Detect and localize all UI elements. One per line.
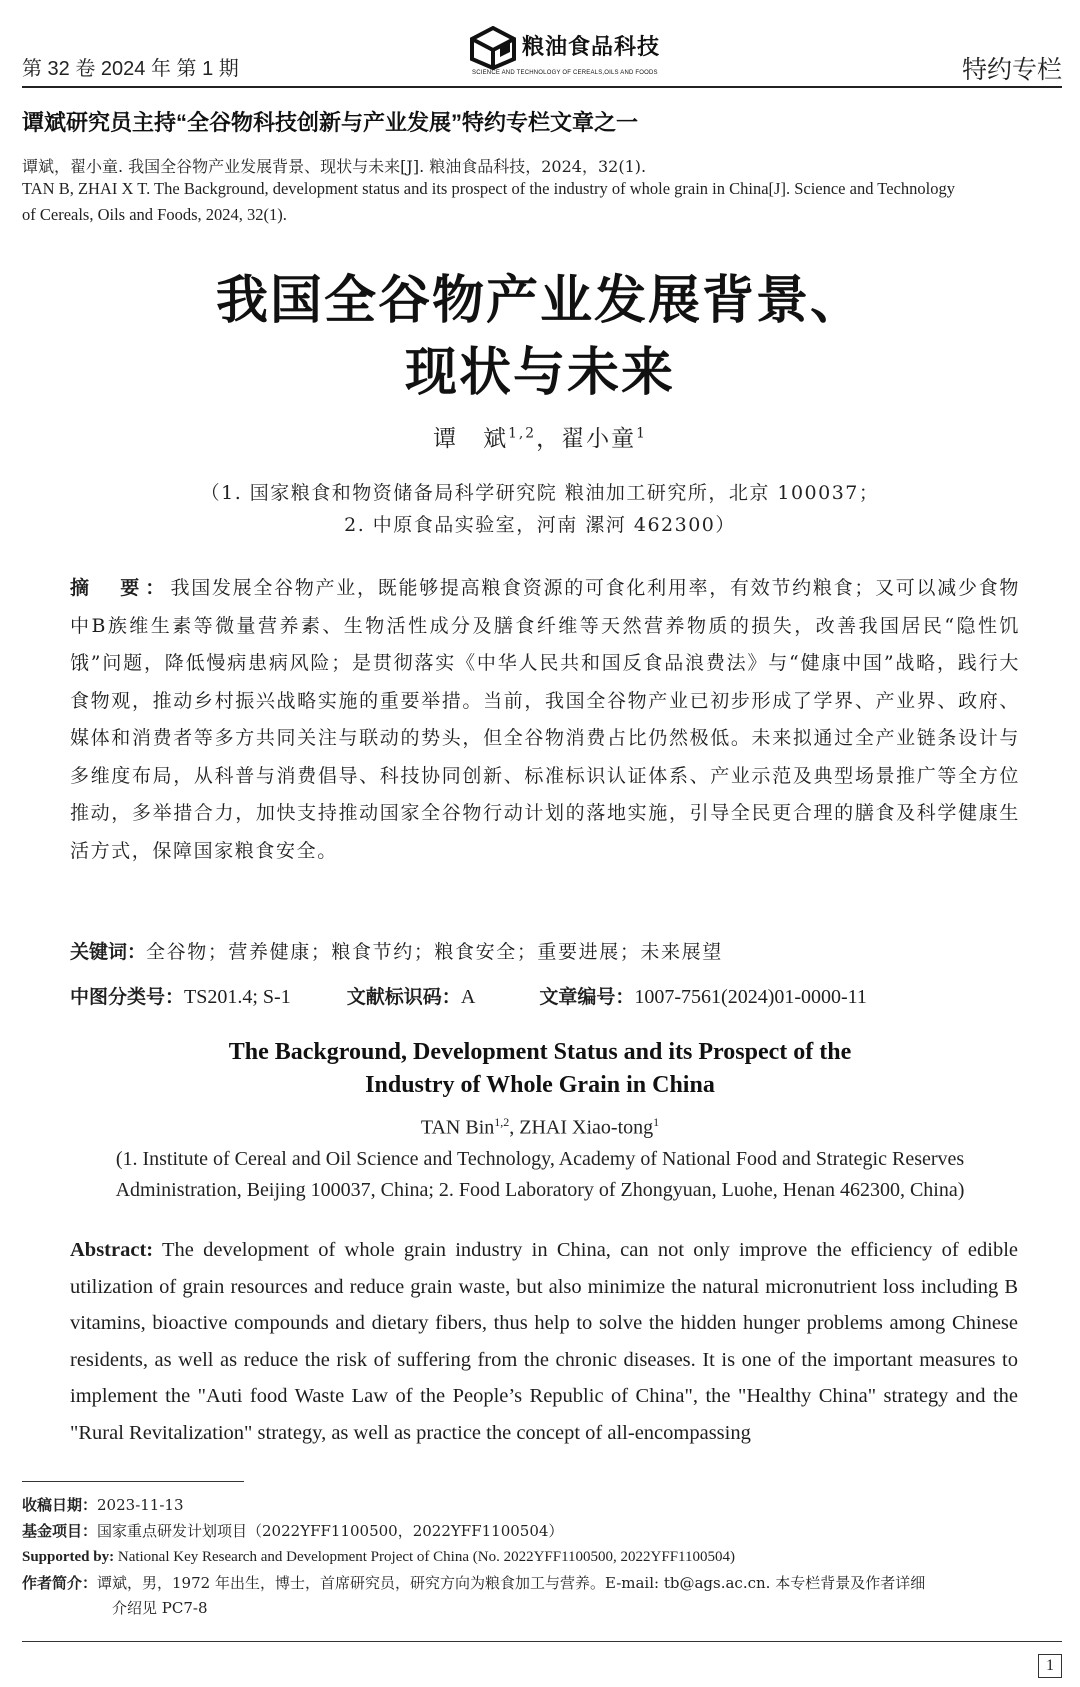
header-divider (22, 86, 1062, 88)
author-en-2-affil: 1 (653, 1115, 660, 1129)
page-number: 1 (1038, 1654, 1062, 1678)
footnote-divider (22, 1481, 244, 1482)
support-label: Supported by: (22, 1549, 115, 1565)
abstract-cn-label: 摘 要： (70, 578, 171, 599)
cube-logo-icon (470, 26, 516, 70)
received-value: 2023-11-13 (97, 1496, 184, 1514)
journal-logo-subtitle: SCIENCE AND TECHNOLOGY OF CEREALS,OILS AND FOODS (472, 70, 658, 76)
keywords-cn (70, 937, 723, 964)
keywords-cn-label: 关键词： (70, 942, 147, 963)
author-cn-2-affil: 1 (636, 425, 647, 442)
author-bio-line1: 谭斌，男，1972 年出生，博士，首席研究员，研究方向为粮食加工与营养。E-mail: tb@ags.ac.cn. 本专栏背景及作者详细 (97, 1574, 926, 1592)
author-en-2: ZHAI Xiao-tong (519, 1116, 654, 1139)
abstract-cn (70, 570, 1020, 870)
author-cn-2: 翟小童 (561, 426, 637, 452)
journal-logo (470, 24, 680, 84)
footer-divider (22, 1641, 1062, 1642)
citation-en-line1: TAN B, ZHAI X T. The Background, development status and its prospect of the industry of whole grain in China[J]. Science and Technology (22, 179, 955, 198)
affiliation-en-line1: (1. Institute of Cereal and Oil Science and Technology, Academy of National Food and Strategic Reserves (115, 1148, 965, 1170)
abstract-cn-text: 我国发展全谷物产业，既能够提高粮食资源的可食化利用率，有效节约粮食；又可以减少食物中B族维生素等微量营养素、生物活性成分及膳食纤维等天然营养物质的损失，改善我国居民“隐性饥饿”问题，降低慢病患病风险；是贯彻落实《中华人民共和国反食品浪费法》与“健康中国”战略，践行大食物观，推动乡村振兴战略实施的重要举措。当前，我国全谷物产业已初步形成了学界、产业界、政府、媒体和消费者等多方共同关注与联动的势头，但全谷物消费占比仍然极低。未来拟通过全产业链条设计与多维度布局，从科普与消费倡导、科技协同创新、标准标识认证体系、产业示范及典型场景推广等全方位推动，多举措合力，加快支持推动国家全谷物行动计划的落地实施，引导全民更合理的膳食及科学健康生活方式，保障国家粮食安全。 (70, 577, 1020, 862)
author-en-1-affil: 1,2 (494, 1115, 510, 1129)
abstract-en-label: Abstract: (70, 1239, 154, 1261)
clc-value: TS201.4; S-1 (184, 986, 291, 1008)
journal-logo-name: 粮油食品科技 (522, 34, 661, 59)
affiliation-en-line2: Administration, Beijing 100037, China; 2. Food Laboratory of Zhongyuan, Luohe, Henan 462300, China) (115, 1179, 965, 1201)
column-label: 特约专栏 (961, 56, 1062, 84)
affiliation-cn-line1: （1. 国家粮食和物资储备局科学研究院 粮油加工研究所，北京 100037； (200, 482, 880, 504)
abstract-en-text: The development of whole grain industry in China, can not only improve the efficiency of edible utilization of grain resources and reduce grain waste, but also minimize the natural micronutrient loss including B vitamins, bioactive compounds and dietary fibers, thus help to solve the hidden hunger problems among Chinese residents, as well as reduce the risk of suffering from the chronic diseases. It is one of the important measures to implement the "Auti food Waste Law of the People’s Republic of China", the "Healthy China" strategy and the "Rural Revitalization" strategy, as well as practice the concept of all-encompassing (70, 1239, 1018, 1444)
author-en-1: TAN Bin (420, 1116, 495, 1139)
affiliation-cn-line2: 2. 中原食品实验室，河南 漯河 462300） (344, 514, 736, 536)
fund-label: 基金项目： (22, 1523, 98, 1540)
series-title: 谭斌研究员主持“全谷物科技创新与产业发展”特约专栏文章之一 (22, 110, 639, 135)
title-cn-line1: 我国全谷物产业发展背景、 (215, 270, 864, 331)
issue-info: 第 32 卷 2024 年 第 1 期 (22, 58, 239, 80)
clc-label: 中图分类号： (70, 987, 185, 1008)
received-label: 收稿日期： (22, 1497, 98, 1514)
authors-cn (0, 420, 1080, 453)
title-en-line2: Industry of Whole Grain in China (365, 1072, 715, 1098)
citation-cn: 谭斌，翟小童. 我国全谷物产业发展背景、现状与未来[J]. 粮油食品科技，2024，32(1). (22, 157, 647, 176)
doc-code-label: 文献标识码： (346, 987, 461, 1008)
author-cn-1: 谭 斌 (433, 426, 509, 452)
footnote-received (22, 1494, 1062, 1517)
author-bio-label: 作者简介： (22, 1575, 98, 1592)
author-cn-1-affil: 1,2 (508, 425, 537, 442)
authors-en (0, 1115, 1080, 1140)
citation-en-line2: of Cereals, Oils and Foods, 2024, 32(1). (22, 205, 287, 224)
doc-code-value: A (460, 986, 476, 1008)
abstract-en (70, 1232, 1018, 1452)
support-value: National Key Research and Development Project of China (No. 2022YFF1100500, 2022YFF1100504) (114, 1549, 735, 1565)
footnote-author (22, 1572, 1062, 1595)
title-en-line1: The Background, Development Status and its Prospect of the (228, 1039, 852, 1065)
footnote-fund (22, 1520, 1062, 1543)
article-number-value: 1007-7561(2024)01-0000-11 (634, 986, 867, 1008)
classification-line (70, 982, 1030, 1009)
footnote-author-cont: 介绍见 PC7-8 (112, 1599, 208, 1617)
author-en-sep: , (509, 1116, 520, 1139)
fund-value: 国家重点研发计划项目（2022YFF1100500，2022YFF1100504） (97, 1522, 564, 1540)
author-cn-sep: ， (536, 426, 562, 452)
footnote-support (22, 1546, 1062, 1568)
title-cn-line2: 现状与未来 (404, 342, 675, 403)
keywords-cn-text: 全谷物；营养健康；粮食节约；粮食安全；重要进展；未来展望 (146, 941, 723, 963)
article-number-label: 文章编号： (539, 987, 635, 1008)
